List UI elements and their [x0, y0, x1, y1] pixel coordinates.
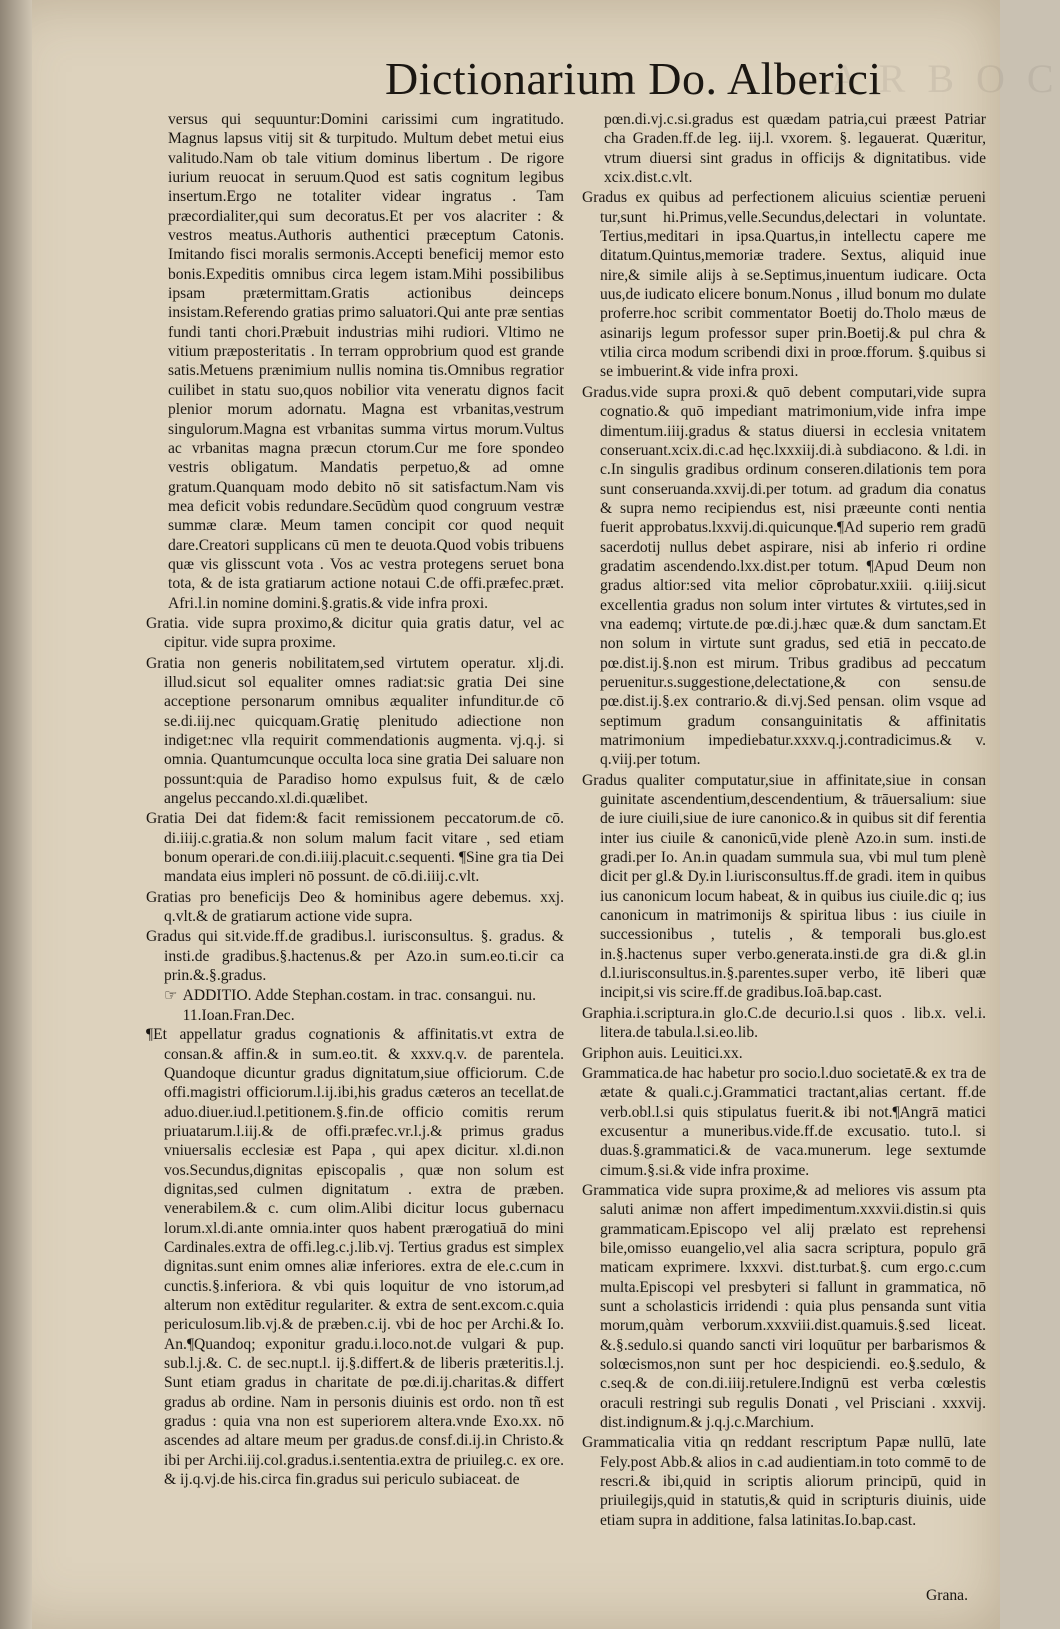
page-header-title: Dictionarium Do. Alberici — [385, 53, 882, 104]
right-entry-grammatica-1: Grammatica.de hac habetur pro socio.l.duo societatē.& ex tra de ætate & quali.c.j.Grammatici tractant,alias certant. ff.de verb.obl.l.si quis stipulatus fuerit.& ibi not.¶Angrā matici excusentur a muneribus.vide.ff.de excusatio. tuto.l. si duas.§.grammatici.& de vaca.munerum. lege sextumde cimum.§.si.& vide infra proxime. — [582, 1064, 986, 1179]
left-entry-gratia-1: Gratia. vide supra proximo,& dicitur quia gratis datur, vel ac cipitur. vide supra proxime. — [146, 614, 564, 652]
left-entry-gratia-dei: Gratia Dei dat fidem:& facit remissionem peccatorum.de cō. di.iiij.c.gratia.& non solum malum facit vitare , sed etiam bonum operari.de con.di.iiij.placuit.c.sequenti. ¶Sine gra tia Dei mandata eius impleri nō possunt. de cō.di.iiij.c.vlt. — [146, 810, 564, 886]
right-column — [582, 110, 986, 1531]
right-entry-gradus-vide: Gradus.vide supra proxi.& quō debent computari,vide supra cognatio.& quō impediant matrimonium,vide infra impe dimentum.iiij.gradus & status diuersi in ecclesia vnitatem conseruant.xcix.di.c.ad hęc.lxxxiij.di.à subdiacono. & l.di. in c.In singulis gradibus ordinum conseren.dilationis tem pora sunt conseruanda.xxvij.di.per totum. ad gradum dia conatus & supra nemo recipiendus est, nisi præeunte conti nentia fuerit approbatus.lxxvij.di.quicunque.¶Ad superio rem gradū sacerdotij nullus debet aspirare, nisi ab inferio ri ordine gradatim ascendendo.lxx.dist.per totum. ¶Apud Deum non gradus altior:sed vita melior cōprobatur.xxiii. q.iiij.sicut excellentia gradus non solum inter virtutes & virtutes,sed in vna eademq; virtute.de pœ.di.j.hæc quæ.& dum sanctam.Et non solum in virtute sunt gradus, sed etiā in peccato.de pœ.dist.ij.§.non est mirum. Tribus gradibus ad peccatum peruenitur.s.suggestione,delectatione,& con sensu.de pœ.dist.ij.§.ex contrario.& di.vj.Sed pensan. olim vsque ad septimum gradum consanguinitatis & affinitatis matrimonium impediebatur.xxxv.q.j.contradicimus.& v. q.viij.per totum. — [582, 383, 986, 769]
left-entry-gratias: Gratias pro beneficijs Deo & hominibus agere debemus. xxj. q.vlt.& de gratiarum actione vide supra. — [146, 888, 564, 926]
left-entry-gradus: Gradus qui sit.vide.ff.de gradibus.l. iurisconsultus. §. gradus. & insti.de gradibus.§.hactenus.& per Azo.in sum.eo.ti.cir ca prin.&.§.gradus. — [146, 928, 564, 985]
addition-text: ADDITIO. Adde Stephan.costam. in trac. consangui. nu. 11.Ioan.Fran.Dec. — [182, 987, 537, 1024]
left-column — [146, 110, 564, 1490]
binding-gutter — [0, 0, 32, 1629]
right-entry-griphon: Griphon auis. Leuitici.xx. — [582, 1044, 743, 1062]
right-entry-gradus-perfectio: Gradus ex quibus ad perfectionem alicuius scientiæ perueni tur,sunt hi.Primus,velle.Secundus,delectari in voluntate. Tertius,meditari in ipsa.Quartus,in intellectu capere me ditatum.Quintus,memoriæ tradere. Sextus, aliquid inue nire,& simile alijs à se.Septimus,inuentum iudicare. Octa uus,de iudicato elicere bonum.Nonus , illud bonum mo dulate proferre.hoc scribit commentator Boetij do.Tholo mæus de asinarijs legum professor super prin.Boetij.& pul chra & vtilia circa modum scribendi dixi in proœ.fforum. §.quibus si se imbuerint.& vide infra proxi. — [582, 189, 986, 381]
addition-line — [146, 986, 564, 1025]
left-para-appellatur: ¶Et appellatur gradus cognationis & affinitatis.vt extra de consan.& affin.& in sum.eo.tit. & xxxv.q.v. de parentela. Quandoque dicuntur gradus dignitatum,siue officiorum. C.de offi.magistri officiorum.l.ij.ibi,his gradus cæteros an tecellat.de aduo.diuer.iud.l.petitionem.§.fin.de officio comitis rerum priuatarum.l.iij.& de offi.præfec.vr.l.j.& primus gradus vniuersalis ecclesiæ est Papa , qui apex dicitur. xl.di.non vos.Secundus,dignitas episcopalis , quæ non solum est dignitas,sed culmen dignitatum . extra de præben. venerabilem.& c. cum olim.Alibi dicitur locus gubernacu lorum.xl.di.ante omnia.inter quos habent prærogatiuā do mini Cardinales.extra de offi.leg.c.j.lib.vj. Tertius gradus est simplex dignitas.sunt enim omnes aliæ inferiores. extra de ele.c.cum in cunctis.§.inferiora. & vbi quis loquitur de vno istorum,ad alterum non extēditur regulariter. & extra de sent.excom.c.quia periculosum.lib.vj.& de præben.c.ij. vbi de hoc per Archi.& Io. An.¶Quandoq; exponitur gradu.i.loco.not.de vulgari & pup. sub.l.j.&. C. de sec.nupt.l. ij.§.differt.& de liberis præteritis.l.j. Sunt etiam gradus in charitate de pœ.di.ij.charitas.& differt gradus ab ordine. Nam in personis diuinis est ordo. non tñ est gradus : quia vna non est superiorem altera.vnde Exo.xx. nō ascendes ad altare meum per gradus.de consf.di.ij.in Christo.& ibi per Archi.iij.col.gradus.i.sententia.extra de priuileg.c. ex ore. & ij.q.vj.de his.circa fin.gradus sui periculo subiaceat. de — [146, 1026, 564, 1489]
right-entry-gradus-computatur: Gradus qualiter computatur,siue in affinitate,siue in consan guinitate ascendentium,descendentium, & trāuersalium: siue de iure ciuili,siue de iure canonico.& in quibus sit dif ferentia inter ius ciuile & canonicū,vide plenè Azo.in sum. insti.de gradi.per Io. An.in quadam summula sua, vbi mul tum plenè dicit per gl.& Dy.in l.iurisconsultus.ff.de gradi. item in quibus ius canonicum locum habeat, & in quibus ius ciuile.dic q; ius canonicum in matrimonijs & spiritua libus : ius ciuile in successionibus , tutelis , & temporali bus.glo.est in.§.hactenus super verbo.generata.insti.de gra di.& gl.in d.l.iurisconsultus.in.§.parentes.super verbo, itē liberi quæ incipit,si vis scire.ff.de gradibus.Ioā.bap.cast. — [582, 771, 986, 1002]
right-entry-graphia: Graphia.i.scriptura.in glo.C.de decurio.l.si quos . lib.x. vel.i. litera.de tabula.l.si.eo.lib. — [582, 1004, 986, 1042]
pointing-hand-icon: ☞ — [164, 988, 178, 1005]
right-entry-grammatica-2: Grammatica vide supra proxime,& ad meliores vis assum pta saluti animæ non affert impedimentum.xxxvii.distin.si quis grammaticam.Episcopo vel alij prælato est reprehensi bile,omisso euangelio,vel alia sacra scriptura, populo grā maticam exprimere. lxxxvi. dist.turbat.§. cum ergo.c.cum multa.Episcopi vel presbyteri si fallunt in grammatica, nō sunt a scholasticis irridendi : quia plus pensanda sunt vitia morum,quàm verborum.xxxviii.dist.quamuis.§.sed liceat. &.§.sedulo.si quando sancti viri loquūtur per barbarismos & solœcismos,non sunt per hoc despiciendi. eo.§.sedulo, & c.seq.& de con.di.iiij.retulere.Indignū est verba cœlestis oraculi restringi sub regulis Donati , vel Prisciani . xxxvij. dist.indignum.& j.q.j.c.Marchium. — [582, 1181, 986, 1432]
right-entry-grammaticalia: Grammaticalia vitia qn reddant rescriptum Papæ nullū, late Fely.post Abb.& alios in c.ad audientiam.in toto commē to de rescri.& ibi,quid in scriptis aliorum principū, quid in priuilegijs,quid in statutis,& quid in scripturis diuinis, uide etiam supra in additione, falsa latinitas.Io.bap.cast. — [582, 1434, 986, 1529]
right-para-0: pœn.di.vj.c.si.gradus est quædam patria,cui præest Patriar cha Graden.ff.de leg. iij.l. vxorem. §. legauerat. Quæritur, vtrum diuersi sint gradus in officijs & dignitatibus. vide xcix.dist.c.vlt. — [604, 111, 986, 187]
catchword: Grana. — [926, 1587, 968, 1604]
bleed-through-text: Α R B O C — [830, 56, 1060, 101]
left-para-0: versus qui sequuntur:Domini carissimi cum ingratitudo. Magnus lapsus vitij sit & turpitudo. Multum debet metui eius valitudo.Nam ob tale vitium dominus libertum . De rigore iurium reuocat in seruum.Quod est satis cognitum legibus insertum.Ergo ne totaliter videar ingratus . Tam præcordialiter,qui sum decoratus.Et per vos alacriter : & vestros meatus.Authoris authentici præceptum Catonis. Imitando fisci moralis sermonis.Accepti beneficij memor esto bonis.Expeditis omnibus circa legem istam.Mihi possibilibus ipsam prætermittam.Gratis actionibus deinceps insistam.Referendo gratias primo saluatori.Qui ante præ sentias fundi tanti chori.Præbuit industrias mihi rudiori. Vltimo ne vitium præposteritatis . In terram opprobrium quod est grande satis.Metuens prænimium nullis nomina tis.Omnibus regratior cuilibet in statu suo,quos nobilior vita veneratu dignos facit plenior morum adornatu. Magna est vrbanitas,vestrum singulorum.Magna est vrbanitas summa virtus morum.Vultus ac vrbanitas magna præcun ctorum.Cur me fore spondeo vestris obligatum. Mandatis perpetuo,& ad omne gratum.Quanquam modo debito nō sit satisfactum.Nam vis mea deficit vobis redundare.Secūdùm quod congruum vestræ summæ claræ. Meum tamen concipit cor quod nequit dare.Creatori supplicans cū men te deuota.Quod vobis tribuens quæ vis glisscunt vota . Vos ac vestra protegens seruet bona tota, & de ista gratiarum actione notaui C.de offi.præfec.præt. Afri.l.in nomine domini.§.gratis.& vide infra proxi. — [168, 111, 564, 612]
left-entry-gratia-2: Gratia non generis nobilitatem,sed virtutem operatur. xlj.di. illud.sicut sol equaliter omnes radiat:sic gratia Dei sine acceptione personarum omnibus æqualiter infunditur.de cō se.di.iij.nec quicquam.Gratię plenitudo adiectione non indiget:nec vlla requirit commendationis augmenta. vj.q.j. si omnia. Quantumcunque occulta loca sine gratia Dei saluare non possunt:quia de Paradiso homo expulsus fuit, & de cælo angelus peccando.xl.di.quælibet. — [146, 654, 564, 808]
